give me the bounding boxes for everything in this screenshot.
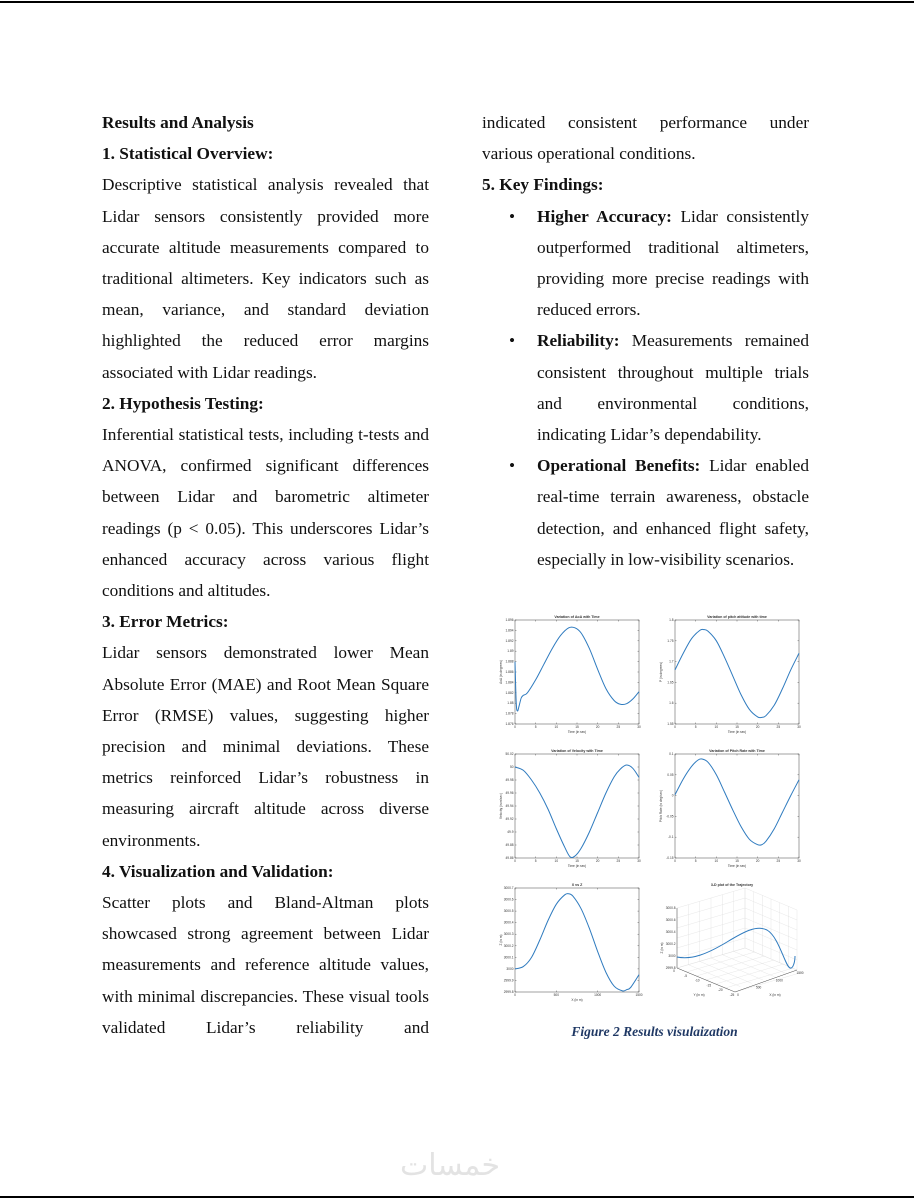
y-tick-label: 1.55 bbox=[667, 722, 674, 726]
y-tick-label: 1.886 bbox=[505, 670, 514, 674]
y-tick-label: 1.884 bbox=[505, 680, 514, 685]
z-tick-label: 3000.8 bbox=[665, 906, 676, 910]
x-tick-label: 15 bbox=[575, 859, 579, 863]
y-tick-label: 49.9 bbox=[507, 830, 514, 834]
y-axis-label: P (in degrees) bbox=[659, 662, 663, 682]
y-tick-label: 1.7 bbox=[669, 659, 674, 664]
x-tick-label: 1500 bbox=[635, 993, 643, 997]
x-tick-label: 0 bbox=[514, 725, 516, 729]
y-axis-label: Velocity (in m/sec) bbox=[499, 793, 503, 819]
y-tick-label: 2999.8 bbox=[503, 990, 514, 994]
x-tick-label: 500 bbox=[756, 985, 762, 990]
x-tick-label: 25 bbox=[616, 859, 621, 863]
x-tick-label: 5 bbox=[694, 725, 697, 729]
x-tick-label: 30 bbox=[797, 725, 801, 729]
y-tick-label: -10 bbox=[694, 978, 700, 983]
x-tick-label: 0 bbox=[514, 859, 516, 863]
chart-title: Variation of AoA with Time bbox=[554, 615, 600, 619]
y-axis-label: Z (in m) bbox=[499, 934, 503, 946]
y-axis-label: AoA (in degrees) bbox=[499, 660, 503, 684]
y-tick-label: 1.888 bbox=[505, 659, 514, 664]
y-tick-label: 3000.6 bbox=[503, 897, 514, 902]
x-tick-label: 20 bbox=[755, 859, 760, 863]
x-tick-label: 500 bbox=[553, 993, 559, 997]
chart-pitch-attitude-svg bbox=[657, 612, 807, 737]
x-axis-label: Time (in sec) bbox=[567, 864, 587, 868]
figure-caption: Figure 2 Results visulaization bbox=[571, 1024, 738, 1039]
finding-text: Lidar consistently outperformed traditional altimeters, providing more precise readings with reduced errors. bbox=[537, 206, 809, 320]
chart-title: Variation of pitch attitude with time bbox=[707, 615, 767, 619]
chart-title: X vs Z bbox=[571, 883, 583, 887]
x-tick-label: 0 bbox=[674, 725, 676, 729]
y-tick-label: 3000.2 bbox=[503, 943, 514, 948]
watermark-logo: خمسات bbox=[400, 1148, 501, 1183]
y-tick-label: -20 bbox=[718, 988, 723, 993]
x-tick-label: 30 bbox=[797, 859, 801, 863]
x-tick-label: 0 bbox=[737, 993, 739, 997]
left-column bbox=[102, 107, 429, 1043]
chart-pitch-rate bbox=[657, 746, 807, 871]
finding-item bbox=[482, 201, 809, 326]
heading-key-findings: 5. Key Findings: bbox=[482, 175, 604, 195]
x-tick-label: 15 bbox=[735, 725, 739, 729]
bottom-border-line bbox=[0, 1196, 914, 1198]
x-axis-label: Time (in sec) bbox=[567, 730, 587, 734]
y-tick-label: -0.1 bbox=[668, 835, 674, 840]
finding-label: Reliability: bbox=[537, 331, 620, 351]
y-tick-label: 49.92 bbox=[505, 817, 514, 821]
heading-visualization: 4. Visualization and Validation: bbox=[102, 861, 334, 881]
y-tick-label: 3000.3 bbox=[503, 932, 514, 937]
y-tick-label: 1.65 bbox=[667, 680, 674, 685]
chart-aoa-svg bbox=[497, 612, 647, 737]
chart-x-vs-z-svg bbox=[497, 880, 647, 1005]
bullet-icon: • bbox=[509, 456, 516, 476]
chart-background bbox=[497, 746, 647, 871]
right-column bbox=[482, 107, 809, 575]
y-tick-label: 0.1 bbox=[669, 752, 674, 756]
y-tick-label: -0.15 bbox=[666, 856, 674, 860]
finding-text: Lidar enabled real-time terrain awareness, obstacle detection, and enhanced flight safety, especially in low-visibility scenarios. bbox=[537, 456, 809, 569]
y-tick-label: 1.88 bbox=[507, 701, 514, 706]
finding-label: Higher Accuracy: bbox=[537, 206, 672, 226]
x-tick-label: 25 bbox=[616, 725, 621, 729]
chart-velocity bbox=[497, 746, 647, 871]
y-tick-label: 1.89 bbox=[507, 649, 514, 654]
y-tick-label: 50 bbox=[509, 765, 514, 769]
paragraph-visualization: Scatter plots and Bland-Altman plots showcased strong agreement between Lidar measurements and reference altitude values, with minimal discrepancies. These visual tools validated Lidar’s reliability and bbox=[102, 893, 429, 1037]
y-tick-label: 49.86 bbox=[505, 856, 514, 860]
key-findings-list bbox=[482, 201, 809, 575]
x-axis-label: Time (in sec) bbox=[727, 730, 747, 734]
z-tick-label: 3000.6 bbox=[665, 918, 676, 922]
y-tick-label: 50.02 bbox=[505, 752, 514, 756]
finding-item bbox=[482, 450, 809, 575]
chart-background bbox=[497, 612, 647, 737]
x-tick-label: 1000 bbox=[594, 993, 602, 997]
x-tick-label: 5 bbox=[534, 725, 537, 729]
z-tick-label: 3000 bbox=[668, 954, 676, 958]
x-tick-label: 5 bbox=[694, 859, 697, 863]
y-tick-label: 49.94 bbox=[505, 804, 514, 808]
chart-x-vs-z bbox=[497, 880, 647, 1005]
z-tick-label: 2999.8 bbox=[665, 966, 676, 970]
bullet-icon: • bbox=[509, 206, 516, 226]
x-tick-label: 20 bbox=[595, 725, 600, 729]
x-tick-label: 0 bbox=[674, 859, 676, 863]
y-tick-label: -15 bbox=[706, 983, 712, 988]
x-tick-label: 0 bbox=[514, 993, 516, 997]
chart-aoa bbox=[497, 612, 647, 737]
y-tick-label: 1.892 bbox=[505, 638, 514, 643]
y-tick-label: 1.876 bbox=[505, 722, 514, 726]
chart-3d-trajectory bbox=[657, 880, 807, 1005]
chart-3d-trajectory-svg bbox=[657, 880, 807, 1005]
y-tick-label: 1.75 bbox=[667, 638, 674, 643]
y-tick-label: 1.894 bbox=[505, 628, 514, 633]
results-figure bbox=[497, 612, 809, 1007]
chart-title: Variation of Pitch Rate with Time bbox=[709, 749, 765, 753]
chart-pitch-rate-svg bbox=[657, 746, 807, 871]
z-tick-label: 3000.2 bbox=[665, 942, 676, 946]
x-tick-label: 1000 bbox=[775, 978, 783, 983]
x-tick-label: 25 bbox=[776, 859, 781, 863]
x-axis-label: X (in m) bbox=[769, 993, 781, 997]
y-tick-label: 3000.4 bbox=[503, 920, 514, 925]
x-tick-label: 25 bbox=[776, 725, 781, 729]
x-tick-label: 15 bbox=[735, 859, 739, 863]
chart-background bbox=[497, 880, 647, 1005]
z-tick-label: 3000.4 bbox=[665, 930, 676, 934]
chart-title: Variation of Velocity with Time bbox=[551, 749, 603, 753]
y-tick-label: 0 bbox=[673, 969, 675, 973]
y-axis-label: Y (in m) bbox=[693, 993, 705, 997]
y-tick-label: -0.05 bbox=[666, 814, 674, 819]
y-tick-label: 3000.7 bbox=[503, 886, 514, 890]
y-tick-label: 0.05 bbox=[667, 772, 674, 777]
y-tick-label: 49.88 bbox=[505, 843, 514, 847]
y-tick-label: 0 bbox=[671, 793, 674, 798]
heading-error-metrics: 3. Error Metrics: bbox=[102, 612, 229, 632]
z-axis-label: Z (in m) bbox=[660, 942, 664, 954]
x-tick-label: 15 bbox=[575, 725, 579, 729]
heading-statistical-overview: 1. Statistical Overview: bbox=[102, 144, 274, 164]
finding-label: Operational Benefits: bbox=[537, 456, 701, 476]
x-tick-label: 20 bbox=[755, 725, 760, 729]
paragraph-hypothesis-testing: Inferential statistical tests, including t-tests and ANOVA, confirmed significant differences between Lidar and barometric altimeter readings (p < 0.05). This underscores Lidar’s enhanced accuracy across various flight conditions and altitudes. bbox=[102, 425, 429, 601]
y-tick-label: -25 bbox=[729, 993, 735, 997]
chart-background bbox=[657, 880, 807, 1005]
y-tick-label: 49.96 bbox=[505, 791, 514, 795]
paragraph-visualization-continued: indicated consistent performance under various operational conditions. bbox=[482, 113, 809, 164]
top-border-line bbox=[0, 1, 914, 3]
y-tick-label: -5 bbox=[684, 973, 688, 978]
paragraph-error-metrics: Lidar sensors demonstrated lower Mean Absolute Error (MAE) and Root Mean Square Error (RMSE) values, suggesting higher precision and minimal deviations. These metrics reinforced Lidar’s robustness in measuring aircraft altitude across diverse environments. bbox=[102, 643, 429, 850]
finding-text: Measurements remained consistent throughout multiple trials and environmental conditions, indicating Lidar’s dependability. bbox=[537, 331, 809, 445]
x-tick-label: 10 bbox=[554, 859, 559, 863]
x-tick-label: 20 bbox=[595, 859, 600, 863]
y-tick-label: 3000.1 bbox=[503, 955, 514, 960]
heading-hypothesis-testing: 2. Hypothesis Testing: bbox=[102, 393, 264, 413]
y-tick-label: 1.878 bbox=[505, 711, 514, 716]
x-tick-label: 30 bbox=[637, 859, 641, 863]
y-tick-label: 1.6 bbox=[669, 701, 674, 706]
y-tick-label: 3000 bbox=[506, 966, 514, 971]
chart-velocity-svg bbox=[497, 746, 647, 871]
y-tick-label: 49.98 bbox=[505, 778, 514, 782]
x-tick-label: 10 bbox=[714, 725, 719, 729]
section-title: Results and Analysis bbox=[102, 113, 254, 132]
x-tick-label: 5 bbox=[534, 859, 537, 863]
finding-item bbox=[482, 325, 809, 450]
y-tick-label: 1.896 bbox=[505, 618, 514, 622]
x-tick-label: 30 bbox=[637, 725, 641, 729]
chart-title: 3-D plot of the Trajectory bbox=[710, 883, 754, 887]
x-tick-label: 10 bbox=[714, 859, 719, 863]
x-tick-label: 10 bbox=[554, 725, 559, 729]
x-tick-label: 1500 bbox=[796, 971, 804, 975]
x-axis-label: Time (in sec) bbox=[727, 864, 747, 868]
y-tick-label: 1.882 bbox=[505, 690, 514, 695]
bullet-icon: • bbox=[509, 331, 516, 351]
x-axis-label: X (in m) bbox=[571, 998, 583, 1002]
y-tick-label: 2999.9 bbox=[503, 978, 514, 983]
paragraph-statistical-overview: Descriptive statistical analysis revealed that Lidar sensors consistently provided more accurate altitude measurements compared to traditional altimeters. Key indicators such as mean, variance, and standard deviation highlighted the reduced error margins associated with Lidar readings. bbox=[102, 175, 429, 382]
y-tick-label: 3000.5 bbox=[503, 909, 514, 914]
y-axis-label: Pitch Rate (in deg/sec) bbox=[659, 789, 663, 823]
y-tick-label: 1.8 bbox=[669, 618, 674, 622]
chart-pitch-attitude bbox=[657, 612, 807, 737]
